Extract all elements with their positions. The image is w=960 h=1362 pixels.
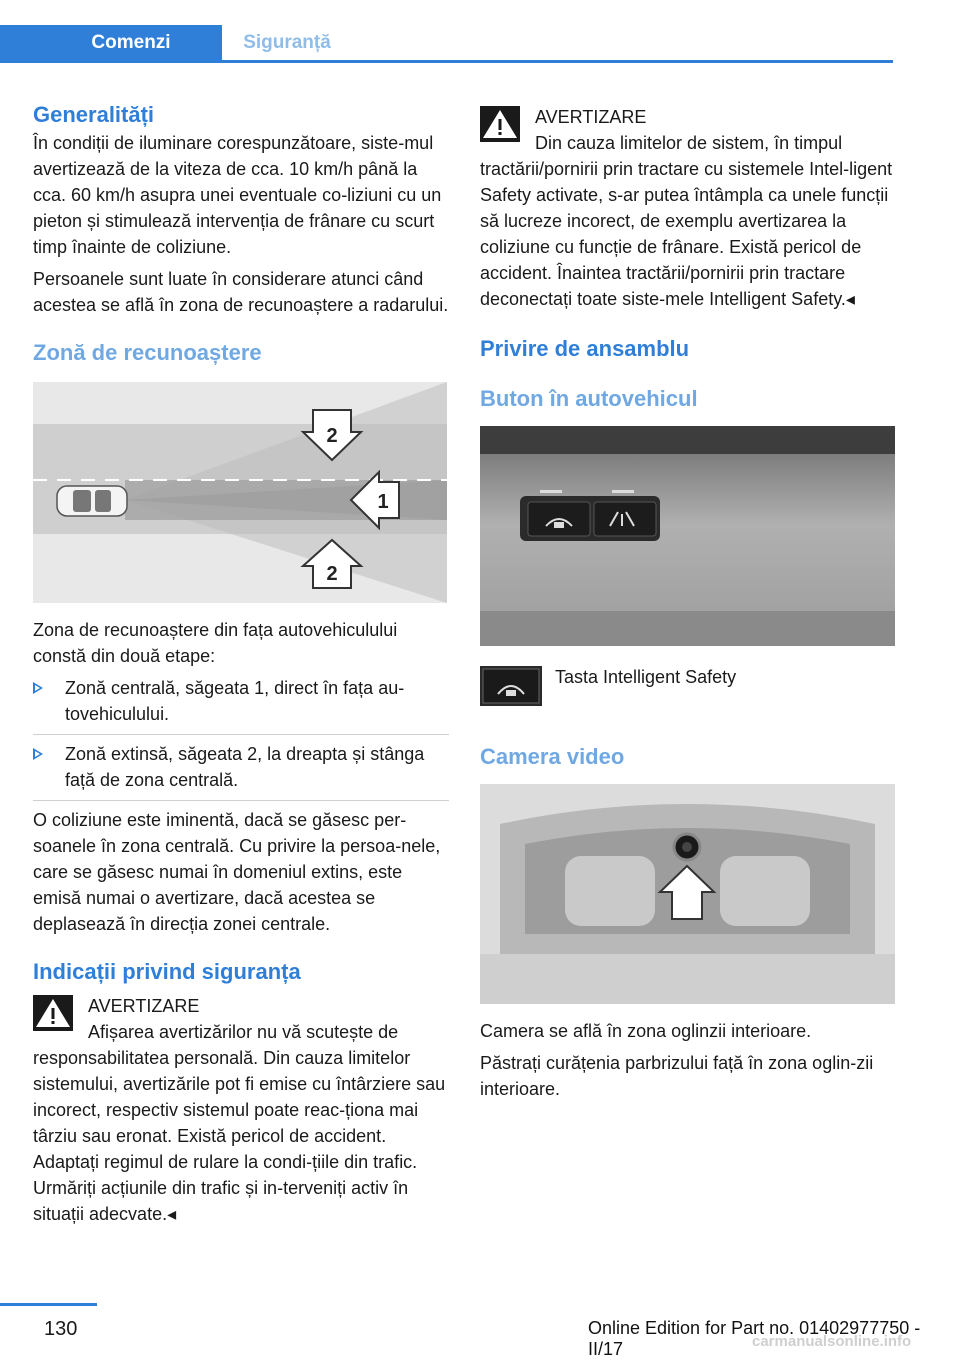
warning-block-left [33,993,449,1227]
list-item: Zonă extinsă, săgeata 2, la dreapta și stânga față de zona centrală. [33,741,449,801]
arrow-label-2-top: 2 [326,425,338,447]
button-caption-row [480,664,896,708]
button-caption: Tasta Intelligent Safety [555,667,737,687]
chapter-tab-bar [0,0,893,63]
tab-bar-underline [0,60,893,63]
heading-button-in-vehicle: Buton în autovehicul [480,386,698,411]
warning-label: AVERTIZARE [535,107,647,127]
tab-siguranta[interactable]: Siguranță [222,25,352,60]
edition-note: Online Edition for Part no. 01402977750 - II/17 [588,1318,921,1359]
button-photo [480,426,895,646]
warning-triangle-icon [33,995,73,1031]
warning-triangle-icon [480,106,520,142]
right-column [480,100,896,1108]
detection-zone-diagram [33,382,447,603]
heading-detection-zone: Zonă de recunoaștere [33,340,262,365]
tab-comenzi[interactable]: Comenzi [0,25,222,60]
page-number: 130 [44,1318,78,1340]
paragraph-camera-location: Camera se află în zona oglinzii interioare. [480,1021,812,1041]
warning-text: Afișarea avertizărilor nu vă scutește de responsabilitatea personală. Din cauza limitelor sistemului, avertizările pot fi emise cu întârziere sau incorect, respectiv sistemul poate reac‐ționa mai târziu sau eronat. Există pericol de accident. Adaptați regimul de rulare la condi‐țiile din trafic. Urmăriți acțiunile din trafic și in‐terveniți activ în situații adecvate.◂ [33,1022,446,1224]
windshield-camera-illustration [480,784,895,1004]
heading-video-camera: Camera video [480,744,625,769]
paragraph-zone-description: Zona de recunoaștere din fața autovehiculului constă din două etape: [33,620,398,666]
bullet-triangle-icon [33,748,43,760]
paragraph-camera-cleaning: Păstrați curățenia parbrizului față în zona oglin‐zii interioare. [480,1053,874,1099]
heading-general: Generalități [33,102,155,127]
arrow-label-1: 1 [377,491,389,513]
detection-zone-illustration [33,382,447,603]
heading-safety-notes: Indicații privind siguranța [33,959,301,984]
zone-bullet-list [33,675,449,801]
warning-text: Din cauza limitelor de sistem, în timpul tractării/pornirii prin tractare cu sistemele Intel‐ligent Safety activate, s-ar putea întâmpla ca unele funcții să lucreze incorect, de exemplu avertizarea la coliziune cu funcție de frânare. Există pericol de accident. Înaintea tractării/pornirii prin tractare deconectați toate siste‐mele Intelligent Safety.◂ [480,133,893,309]
intelligent-safety-button-icon [480,666,542,706]
car-icon [57,486,127,516]
paragraph-collision: O coliziune este iminentă, dacă se găsesc per‐soanele în zona centrală. Cu privire la persoa‐nele, care se găsesc numai în domeniul extins, este emisă numai o avertizare, dacă acestea se deplasează în direcția zonei centrale. [33,810,441,934]
heading-overview: Privire de ansamblu [480,336,690,361]
warning-label: AVERTIZARE [88,996,200,1016]
bullet-triangle-icon [33,682,43,694]
list-item: Zonă centrală, săgeata 1, direct în fața au‐tovehiculului. [33,675,449,735]
paragraph-general-2: Persoanele sunt luate în considerare atunci când acestea se află în zona de recunoaștere a radarului. [33,269,449,315]
watermark: carmanualsonline.info [752,1333,912,1350]
warning-block-right [480,104,896,312]
arrow-label-2-bottom: 2 [326,563,338,585]
button-panel-illustration [480,426,895,646]
footer-rule [0,1303,97,1306]
paragraph-general-1: În condiții de iluminare corespunzătoare, siste‐mul avertizează de la viteza de cca. 10 km/h până la cca. 60 km/h asupra unei eventuale co‐liziuni cu un pieton și stimulează intervenția de frânare cu scurt timp înainte de coliziune. [33,133,442,257]
camera-photo [480,784,895,1004]
left-column [33,100,449,1227]
